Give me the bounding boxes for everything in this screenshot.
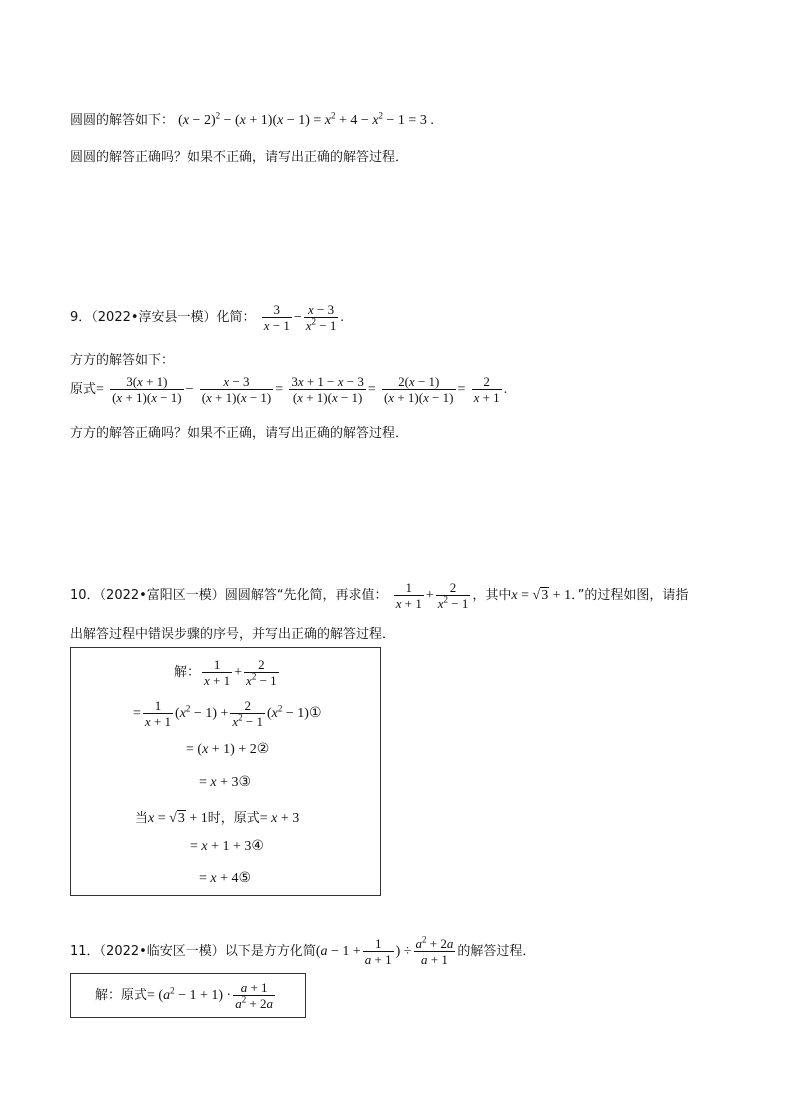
step-marker: ③ [238,774,252,790]
p11-source: （2022•临安区一模） [99,944,225,959]
p9-yuanshi: 原式 [70,382,97,397]
p10-source: （2022•富阳区一模） [99,588,225,603]
p10-statement: 10．（2022•富阳区一模）圆圆解答“先化简，再求值： $\frac{1}{x + 1}$ + $\frac{2}{x^2 - 1}$ ，其中x = √3 + 1．”的过程如图，请指 [70,580,689,611]
p9-source: （2022•淳安县一模） [91,310,217,325]
fraction: $\frac{1}{a + 1}$ [364,936,392,967]
fraction: $\frac{3x + 1 - x - 3}{(x + 1)(x - 1)}$ [291,374,364,405]
fraction: $\frac{2}{x + 1}$ [473,374,500,405]
p8-question: 圆圆的解答正确吗？如果不正确，请写出正确的解答过程． [70,150,409,165]
p11-text-b: 的解答过程． [457,944,536,959]
fraction: $\frac{x - 3}{(x + 1)(x - 1)}$ [201,374,272,405]
step-marker: ② [256,741,270,757]
p10-text-b: ，其中 [472,588,512,603]
fraction: $\frac{a + 1}{a^2 + 2a}$ [235,980,274,1011]
fraction: $\frac{2}{x^2 - 1}$ [232,698,263,729]
fraction: $\frac{2}{x^2 - 1}$ [246,657,277,688]
fraction: $\frac{a^2 + 2a}{a + 1}$ [415,934,454,967]
p11-solution-box [70,973,306,1018]
p11-number: 11． [70,944,100,959]
fraction: $\frac{x - 3}{x^2 - 1}$ [305,302,337,333]
fraction: $\frac{1}{x + 1}$ [204,657,231,688]
p9-number: 9． [70,310,92,325]
p10-solution-box [70,647,381,896]
p11-text-a: 以下是方方化简 [224,944,316,959]
p9-question: 方方的解答正确吗？如果不正确，请写出正确的解答过程． [70,426,409,441]
p10-box-shi: 时，原式 [207,811,260,826]
p10-box-line: 当x = √3 + 1时，原式= x + 3 [135,811,300,826]
p9-statement: 9．（2022•淳安县一模）化简： $\frac{3}{x - 1}$ − $\frac{x - 3}{x^2 - 1}$ . [70,302,344,333]
p10-box-line: = x + 1 + 3④ [190,838,264,854]
p9-solution-heading: 方方的解答如下： [70,353,175,368]
fraction: $\frac{1}{x + 1}$ [144,698,172,729]
p10-number: 10． [70,588,100,603]
p10-box-jie: 解： [174,665,201,680]
p10-box-line: = x + 3③ [199,774,252,790]
p10-box-line: = (x + 1) + 2② [186,741,270,757]
p10-statement-line2: 出解答过程中错误步骤的序号，并写出正确的解答过程． [70,627,396,642]
fraction: $\frac{2(x - 1)}{(x + 1)(x - 1)}$ [383,374,454,405]
p10-text-c: ．”的过程如图，请指 [571,588,689,603]
p11-box-line: 解：原式= $(a^2 - 1 + 1)$ · $\frac{a + 1}{a^2 + 2a}$ [95,980,274,1011]
p11-statement: 11．（2022•临安区一模）以下是方方化简(a − 1 + $\frac{1}{a + 1}$ ) ÷ $\frac{a^2 + 2a}{a + 1}$ 的解答过程． [70,934,536,967]
fraction: $\frac{3(x + 1)}{(x + 1)(x - 1)}$ [112,374,182,405]
fraction: $\frac{3}{x - 1}$ [263,302,290,333]
p8-solution-math: $(x - 2)^2 - (x + 1)(x - 1) = x^2 + 4 - x^2 - 1 = 3$ . [178,110,434,128]
p10-box-line: 解： $\frac{1}{x + 1}$ + $\frac{2}{x^2 - 1}$ [174,657,277,688]
step-marker: ① [308,705,322,721]
step-marker: ④ [251,838,264,854]
p9-instruction: 化简： [216,310,256,325]
p10-box-dang: 当 [135,811,149,826]
p8-solution-line [70,109,434,129]
step-marker: ⑤ [238,870,252,886]
p8-solution-prefix: 圆圆的解答如下： [70,113,175,128]
fraction: $\frac{1}{x + 1}$ [395,580,422,611]
p10-box-line: = $\frac{1}{x + 1}$ $(x^2 - 1)$ + $\frac{2}{x^2 - 1}$ ($x^2$ − 1)① [133,698,322,729]
p10-text-a: 圆圆解答“先化简，再求值： [224,588,388,603]
p11-box-prefix: 解：原式 [95,988,148,1003]
p9-solution-math: 原式= $\frac{3(x + 1)}{(x + 1)(x - 1)}$ − $\frac{x - 3}{(x + 1)(x - 1)}$ = $\frac{3x + 1 - x - 3}{(x + 1)(x - 1)}$ = $\frac{2(x - 1)}{(x + 1)(x - 1)}$ = $\frac{2}{x + 1}$ . [70,374,508,405]
fraction: $\frac{2}{x^2 - 1}$ [437,580,469,611]
p10-box-line: = x + 4⑤ [199,870,252,886]
